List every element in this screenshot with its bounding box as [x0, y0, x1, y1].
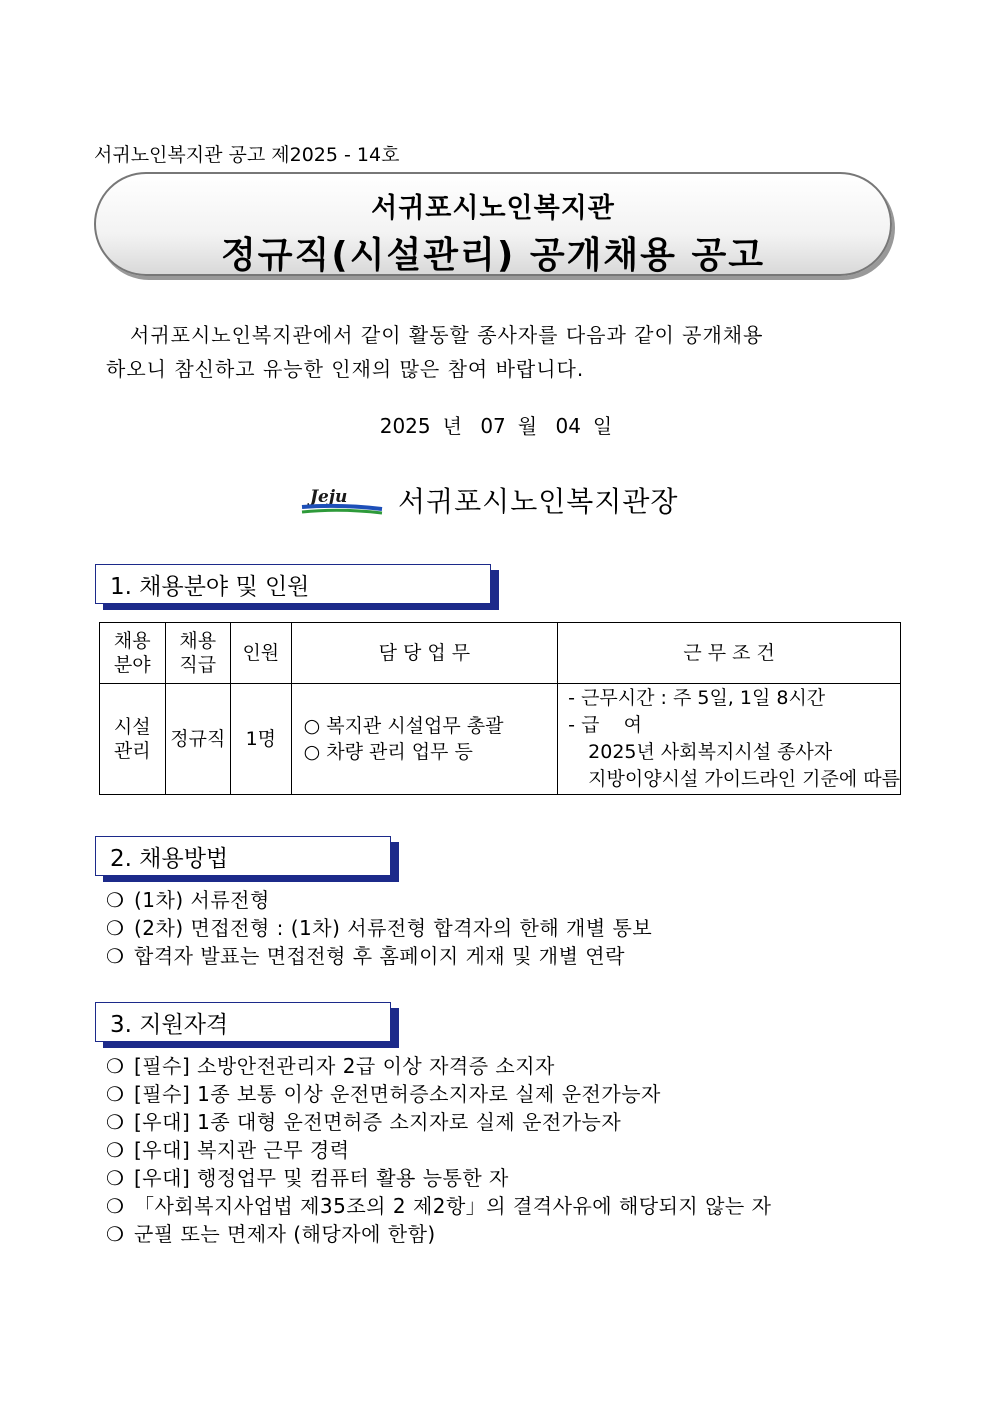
circle-bullet-icon: ❍ [106, 1110, 125, 1134]
table-header-row [100, 623, 901, 684]
header-count: 인원 [231, 623, 292, 684]
date-day-unit: 일 [592, 414, 613, 438]
cell-count: 1명 [231, 684, 292, 795]
cell-field: 시설 관리 [100, 684, 166, 795]
list-item: ❍ [우대] 1종 대형 운전면허증 소지자로 실제 운전가능자 [106, 1110, 622, 1134]
table-row [100, 684, 901, 795]
section-heading-2: 2. 채용방법 [95, 836, 391, 876]
list-item: ❍ (2차) 면접전형 : (1차) 서류전형 합격자의 한해 개별 통보 [106, 916, 653, 940]
announcement-date [0, 410, 992, 439]
notice-number: 서귀노인복지관 공고 제2025 - 14호 [94, 144, 400, 166]
list-item: ❍ (1차) 서류전형 [106, 888, 270, 912]
condition-salary: - 급 여 [568, 714, 642, 736]
circle-bullet-icon: ❍ [106, 1194, 125, 1218]
qualification-list [106, 1052, 771, 1248]
circle-bullet-icon: ❍ [106, 1138, 125, 1162]
header-rank: 채용 직급 [165, 623, 231, 684]
intro-paragraph [106, 318, 886, 386]
condition-salary-detail: 2025년 사회복지시설 종사자 [588, 741, 833, 763]
date-year-unit: 년 [442, 414, 462, 438]
condition-salary-detail: 지방이양시설 가이드라인 기준에 따름 [588, 768, 900, 790]
logo-text: Jeju [310, 487, 348, 507]
circle-bullet-icon: ❍ [106, 916, 125, 940]
date-day: 04 [555, 414, 581, 438]
section-heading-1: 1. 채용분야 및 인원 [95, 564, 491, 604]
cell-conditions [558, 684, 901, 795]
intro-line-2: 하오니 참신하고 유능한 인재의 많은 참여 바랍니다. [106, 357, 585, 381]
circle-bullet-icon: ❍ [106, 944, 125, 968]
intro-line-1: 서귀포시노인복지관에서 같이 활동할 종사자를 다음과 같이 공개채용 [130, 323, 764, 347]
circle-bullet-icon: ❍ [106, 1082, 125, 1106]
hiring-method-list [106, 886, 652, 970]
list-item: ❍ 합격자 발표는 면접전형 후 홈페이지 게재 및 개별 연락 [106, 944, 625, 968]
list-item: ❍ [우대] 행정업무 및 컴퓨터 활용 능통한 자 [106, 1166, 509, 1190]
circle-bullet-icon: ❍ [106, 888, 125, 912]
recruitment-table [99, 622, 901, 795]
header-conditions: 근 무 조 건 [558, 623, 901, 684]
header-duties: 담 당 업 무 [291, 623, 558, 684]
circle-bullet-icon: ❍ [106, 1166, 125, 1190]
issuer-name: 서귀포시노인복지관장 [398, 485, 679, 518]
title-banner [94, 172, 892, 276]
cell-duties [291, 684, 558, 795]
list-item: ❍ [필수] 1종 보통 이상 운전면허증소지자로 실제 운전가능자 [106, 1082, 661, 1106]
header-field: 채용 분야 [100, 623, 166, 684]
list-item: ❍ 군필 또는 면제자 (해당자에 한함) [106, 1222, 436, 1246]
list-item: ❍ [우대] 복지관 근무 경력 [106, 1138, 350, 1162]
issuer-block [300, 480, 678, 520]
circle-bullet-icon: ❍ [106, 1054, 125, 1078]
list-item: ❍ [필수] 소방안전관리자 2급 이상 자격증 소지자 [106, 1054, 555, 1078]
duty-item: ○ 복지관 시설업무 총괄 [303, 715, 504, 737]
date-month: 07 [480, 414, 506, 438]
circle-bullet-icon: ❍ [106, 1222, 125, 1246]
duty-item: ○ 차량 관리 업무 등 [303, 741, 473, 763]
date-year: 2025 [379, 414, 431, 438]
list-item: ❍ 「사회복지사업법 제35조의 2 제2항」의 결격사유에 해당되지 않는 자 [106, 1194, 772, 1218]
condition-hours: - 근무시간 : 주 5일, 1일 8시간 [568, 687, 826, 709]
date-month-unit: 월 [517, 414, 538, 438]
title-organization: 서귀포시노인복지관 [371, 193, 615, 224]
section-heading-3: 3. 지원자격 [95, 1002, 391, 1042]
jeju-logo-icon [300, 482, 384, 518]
cell-rank: 정규직 [165, 684, 231, 795]
title-main: 정규직(시설관리) 공개채용 공고 [220, 235, 766, 276]
